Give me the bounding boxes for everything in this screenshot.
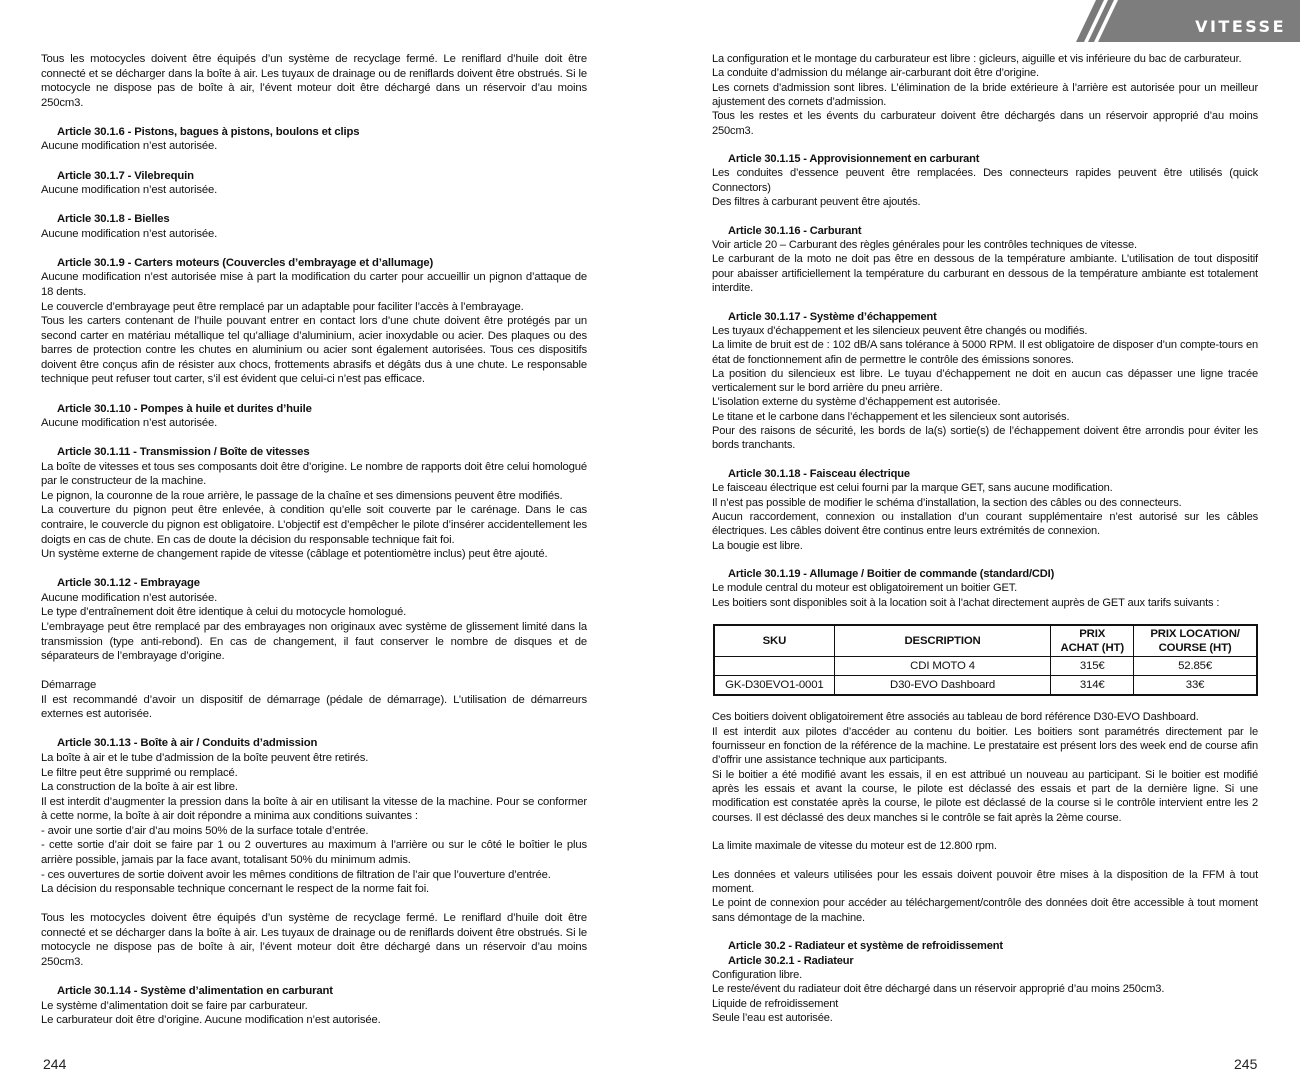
paragraph: Aucune modification n’est autorisée. bbox=[41, 417, 218, 430]
table-header-text: DESCRIPTION bbox=[904, 635, 981, 648]
paragraph: La boîte de vitesses et tous ses composants doit être d’origine. Le nombre de rapports doit être celui homologué par le constructeur de la machine. bbox=[41, 460, 587, 488]
table-row bbox=[714, 676, 1257, 696]
paragraph: La limite maximale de vitesse du moteur est de 12.800 rpm. bbox=[712, 840, 997, 853]
paragraph: - cette sortie d’air doit se faire par 1 ou 2 ouvertures au maximum à l’arrière ou sur le côté le boîtier le plus arrière possible, jamais par la face avant, totalisant 50% du minimum admis. bbox=[41, 839, 587, 866]
paragraph: Aucune modification n’est autorisée. bbox=[41, 227, 218, 240]
paragraph: La boîte à air et le tube d’admission de la boîte peuvent être retirés. bbox=[41, 752, 369, 764]
article-heading: Article 30.1.12 - Embrayage bbox=[57, 577, 200, 590]
paragraph: La limite de bruit est de : 102 dB/A sans tolérance à 5000 RPM. Il est obligatoire de disposer d’un compte-tours en état de fonctionnement afin de permettre le contrôle des émissions sonores. bbox=[712, 339, 1258, 366]
paragraph: Le module central du moteur est obligatoirement un boitier GET. bbox=[712, 582, 1018, 595]
article-heading: Article 30.1.15 - Approvisionnement en carburant bbox=[728, 153, 980, 166]
page-number-left: 244 bbox=[43, 1056, 67, 1072]
article-section bbox=[712, 868, 1258, 925]
table-cell: CDI MOTO 4 bbox=[834, 657, 1051, 676]
paragraph: Configuration libre. bbox=[712, 968, 803, 981]
table-header-cell bbox=[714, 625, 834, 657]
paragraph: La construction de la boîte à air est libre. bbox=[41, 781, 238, 794]
paragraph: L’embrayage peut être remplacé par des embrayages non originaux avec système de glissement limité dans la transmission (type anti-rebond). En cas de changement, il faut conserver le nombre de disques et de séparateurs de l’embrayage d’origine. bbox=[41, 620, 587, 663]
table-cell bbox=[714, 657, 834, 676]
article-heading: Article 30.1.13 - Boîte à air / Conduits d’admission bbox=[57, 737, 318, 750]
article-heading: Article 30.1.14 - Système d’alimentation en carburant bbox=[57, 985, 333, 997]
article-section bbox=[712, 939, 1258, 1025]
table-cell: 314€ bbox=[1051, 676, 1134, 696]
paragraph: Les tuyaux d’échappement et les silencieux peuvent être changés ou modifiés. bbox=[712, 324, 1088, 337]
paragraph: La décision du responsable technique concernant le respect de la norme fait foi. bbox=[41, 883, 430, 896]
paragraph: Si le boitier a été modifié avant les essais, il en est attribué un nouveau au participant. Si le boitier est modifié après les essais et avant la course, le pilote est déclassé des essais et part de la dernière ligne. Si une modification est constatée après la course, le pilote est déclassé de la course si le contrôle intervient entre les 2 courses. Il est déclassé des deux manches si le contrôle se fait après la 2ème course. bbox=[712, 768, 1258, 824]
paragraph: Il n’est pas possible de modifier le schéma d’installation, la section des câbles ou des connecteurs. bbox=[712, 496, 1182, 509]
page-number-right: 245 bbox=[1234, 1056, 1258, 1072]
article-section bbox=[41, 52, 587, 110]
left-page-column bbox=[41, 52, 587, 1042]
paragraph: Un système externe de changement rapide de vitesse (câblage et potentiomètre inclus) peut être ajouté. bbox=[41, 548, 548, 561]
table-header-text: PRIX bbox=[1079, 628, 1106, 641]
paragraph: Le faisceau électrique est celui fourni par la marque GET, sans aucune modification. bbox=[712, 482, 1113, 495]
paragraph: Le point de connexion pour accéder au téléchargement/contrôle des données doit être accessible à tout moment sans démontage de la machine. bbox=[712, 897, 1258, 924]
article-heading: Article 30.1.19 - Allumage / Boitier de commande (standard/CDI) bbox=[728, 568, 1055, 581]
article-section bbox=[41, 212, 587, 241]
paragraph: Les cornets d’admission sont libres. L’élimination de la bride extérieure à l’arrière est autorisée pour un meilleur ajustement des cornets d’admission. bbox=[712, 81, 1258, 108]
paragraph: Les conduites d’essence peuvent être remplacées. Des connecteurs rapides peuvent être utilisés (quick Connectors) bbox=[712, 167, 1258, 194]
paragraph: Tous les motocycles doivent être équipés d’un système de recyclage fermé. Le reniflard d’huile doit être connecté et se décharger dans la boîte à air. Les tuyaux de drainage ou de reniflards doivent être obstrués. Si le motocycle ne dispose pas de boîte à air, l’évent moteur doit être déchargé dans un réservoir d’au moins 250cm3. bbox=[41, 912, 587, 968]
paragraph: Aucun raccordement, connexion ou installation d’un courant supplémentaire n’est autorisé sur les câbles électriques. Les câbles doivent être continus entre leurs extrémités de connexion. bbox=[712, 510, 1258, 538]
article-section bbox=[41, 911, 587, 969]
price-table-head bbox=[714, 625, 1257, 657]
article-section bbox=[41, 256, 587, 387]
article-heading: Article 30.1.16 - Carburant bbox=[728, 224, 862, 237]
article-heading: Article 30.1.8 - Bielles bbox=[57, 213, 170, 226]
section-banner bbox=[1070, 0, 1300, 42]
paragraph: Le filtre peut être supprimé ou remplacé. bbox=[41, 766, 238, 779]
article-subheading: Article 30.2.1 - Radiateur bbox=[728, 954, 854, 967]
article-heading: Article 30.1.6 - Pistons, bagues à pistons, boulons et clips bbox=[57, 125, 360, 138]
article-section bbox=[41, 125, 587, 154]
paragraph: Aucune modification n’est autorisée mise à part la modification du carter pour accueillir un pignon d’attaque de 18 dents. bbox=[41, 271, 587, 298]
paragraph: Le type d’entraînement doit être identique à celui du motocycle homologué. bbox=[41, 606, 407, 619]
article-section bbox=[41, 576, 587, 663]
paragraph: Tous les restes et les évents du carburateur doivent être déchargés dans un réservoir approprié d’au moins 250cm3. bbox=[712, 110, 1258, 137]
price-table-header-row bbox=[714, 625, 1257, 657]
paragraph: L’isolation externe du système d’échappement est autorisée. bbox=[712, 396, 1001, 409]
paragraph: La conduite d’admission du mélange air-carburant doit être d’origine. bbox=[712, 67, 1039, 80]
table-row bbox=[714, 657, 1257, 676]
paragraph: Le reste/évent du radiateur doit être déchargé dans un réservoir approprié d’au moins 250cm3. bbox=[712, 983, 1165, 996]
article-section bbox=[41, 736, 587, 896]
paragraph: Des filtres à carburant peuvent être ajoutés. bbox=[712, 196, 921, 209]
paragraph: Le carburant de la moto ne doit pas être en dessous de la température ambiante. L’utilisation de tout dispositif pour abaisser artificiellement la température du carburant en dessous de la température ambiante est totalement interdite. bbox=[712, 253, 1258, 294]
paragraph: Pour des raisons de sécurité, les bords de la(s) sortie(s) de l’échappement doivent être arrondis pour éviter les bords tranchants. bbox=[712, 425, 1258, 452]
paragraph: La bougie est libre. bbox=[712, 539, 803, 552]
table-header-cell bbox=[834, 625, 1051, 657]
table-cell: GK-D30EVO1-0001 bbox=[714, 676, 834, 696]
banner-title: VITESSE bbox=[1195, 17, 1286, 36]
paragraph: La configuration et le montage du carburateur est libre : gicleurs, aiguille et vis inférieure du bac de carburateur. bbox=[712, 53, 1242, 65]
paragraph: Tous les motocycles doivent être équipés d’un système de recyclage fermé. Le reniflard d’huile doit être connecté et se décharger dans la boîte à air. Les tuyaux de drainage ou de reniflards doivent être obstrués. Si le motocycle ne dispose pas de boîte à air, l’évent moteur doit être déchargé dans un réservoir d’au moins 250cm3. bbox=[41, 53, 587, 109]
article-section bbox=[712, 310, 1258, 453]
paragraph: Aucune modification n’est autorisée. bbox=[41, 591, 218, 604]
table-header-text: SKU bbox=[762, 635, 787, 648]
table-header-cell bbox=[1134, 625, 1257, 657]
article-section bbox=[712, 52, 1258, 138]
right-bottom-sections bbox=[712, 710, 1258, 1025]
article-heading: Article 30.2 - Radiateur et système de refroidissement bbox=[728, 940, 1003, 953]
paragraph: Le titane et le carbone dans l’échappement et les silencieux sont autorisés. bbox=[712, 410, 1070, 423]
paragraph: Ces boitiers doivent obligatoirement être associés au tableau de bord référence D30-EVO Dashboard. bbox=[712, 711, 1199, 724]
paragraph: Les boitiers sont disponibles soit à la location soit à l’achat directement auprès de GET aux tarifs suivants : bbox=[712, 596, 1220, 609]
table-header-cell bbox=[1051, 625, 1134, 657]
article-section bbox=[712, 224, 1258, 296]
paragraph: La couverture du pignon peut être enlevée, à condition qu’elle soit couverte par le carénage. Dans le cas contraire, le couvercle du pignon est obligatoire. L’objectif est d’empêcher le pilote d’insérer accidentellement les doigts en cas de chute. En cas de doute la décision du responsable technique fait foi. bbox=[41, 504, 587, 546]
article-section bbox=[712, 152, 1258, 209]
table-header-text: COURSE (HT) bbox=[1158, 642, 1232, 655]
paragraph: Aucune modification n’est autorisée. bbox=[41, 140, 218, 153]
paragraph: Le système d’alimentation doit se faire par carburateur. bbox=[41, 999, 308, 1012]
article-heading: Article 30.1.17 - Système d’échappement bbox=[728, 310, 937, 323]
table-header-text: ACHAT (HT) bbox=[1060, 642, 1124, 655]
article-section bbox=[712, 467, 1258, 553]
paragraph: Le pignon, la couronne de la roue arrière, le passage de la chaîne et ses dimensions peuvent être modifiés. bbox=[41, 489, 563, 502]
price-table-body bbox=[714, 657, 1257, 696]
price-table bbox=[713, 624, 1258, 696]
table-cell: D30-EVO Dashboard bbox=[834, 676, 1051, 696]
paragraph: Aucune modification n’est autorisée. bbox=[41, 184, 218, 197]
article-section bbox=[41, 678, 587, 722]
paragraph: Voir article 20 – Carburant des règles générales pour les contrôles techniques de vitesse. bbox=[712, 239, 1137, 252]
paragraph: Démarrage bbox=[41, 679, 97, 692]
table-header-text: PRIX LOCATION/ bbox=[1150, 628, 1240, 641]
article-section bbox=[41, 984, 587, 1028]
article-heading: Article 30.1.11 - Transmission / Boîte de vitesses bbox=[57, 446, 310, 459]
article-section bbox=[712, 839, 1258, 853]
paragraph: - ces ouvertures de sortie doivent avoir les mêmes conditions de filtration de l’air que l’ouverture d’entrée. bbox=[41, 868, 551, 881]
article-section bbox=[712, 567, 1258, 610]
article-section bbox=[41, 402, 587, 431]
article-heading: Article 30.1.7 - Vilebrequin bbox=[57, 169, 194, 182]
table-cell: 52.85€ bbox=[1134, 657, 1257, 676]
article-section bbox=[712, 710, 1258, 825]
table-cell: 33€ bbox=[1134, 676, 1257, 696]
article-section bbox=[41, 445, 587, 562]
table-cell: 315€ bbox=[1051, 657, 1134, 676]
paragraph: Seule l’eau est autorisée. bbox=[712, 1011, 833, 1024]
article-heading: Article 30.1.9 - Carters moteurs (Couvercles d’embrayage et d’allumage) bbox=[57, 256, 434, 269]
paragraph: Il est interdit d’augmenter la pression dans la boîte à air en utilisant la vitesse de la machine. Pour se conformer à cette norme, la boîte à air doit répondre a minima aux conditions suivantes : bbox=[41, 795, 587, 823]
paragraph: La position du silencieux est libre. Le tuyau d’échappement ne doit en aucun cas dépasser une ligne tracée verticalement sur le bord arrière du pneu arrière. bbox=[712, 367, 1258, 395]
paragraph: Le couvercle d’embrayage peut être remplacé par un adaptable pour faciliter l’accès à l’embrayage. bbox=[41, 300, 524, 313]
paragraph: Tous les carters contenant de l’huile pouvant entrer en contact lors d’une chute doivent être protégés par un second carter en matériau métallique tel qu’alliage d’aluminium, acier inoxydable ou acier. Des plaques ou des barres de protection contre les chutes en aluminium ou acier sont également autorisées. Tous ces dispositifs doivent être conçus afin de résister aux chocs, frottements abrasifs et dégâts dus à une chute. Le responsable technique peut refuser tout carter, s’il est évident que celui-ci n’est pas efficace. bbox=[41, 315, 587, 386]
right-page-column bbox=[712, 52, 1258, 1040]
paragraph: Il est interdit aux pilotes d’accéder au contenu du boitier. Les boitiers sont paramétrés directement par le fournisseur en fonction de la référence de la machine. Le prestataire est présent lors des week end de course afin d’offrir une assistance technique aux participants. bbox=[712, 725, 1258, 767]
paragraph: Le carburateur doit être d’origine. Aucune modification n’est autorisée. bbox=[41, 1014, 381, 1027]
paragraph: Les données et valeurs utilisées pour les essais doivent pouvoir être mises à la disposition de la FFM à tout moment. bbox=[712, 868, 1258, 896]
article-heading: Article 30.1.18 - Faisceau électrique bbox=[728, 468, 910, 480]
article-heading: Article 30.1.10 - Pompes à huile et durites d’huile bbox=[57, 402, 312, 415]
paragraph: Il est recommandé d’avoir un dispositif de démarrage (pédale de démarrage). L’utilisation de démarreurs externes est autorisée. bbox=[41, 693, 587, 721]
right-top-sections bbox=[712, 52, 1258, 610]
article-section bbox=[41, 169, 587, 198]
paragraph: - avoir une sortie d’air d’au moins 50% de la surface totale d’entrée. bbox=[41, 824, 369, 837]
paragraph: Liquide de refroidissement bbox=[712, 997, 839, 1010]
